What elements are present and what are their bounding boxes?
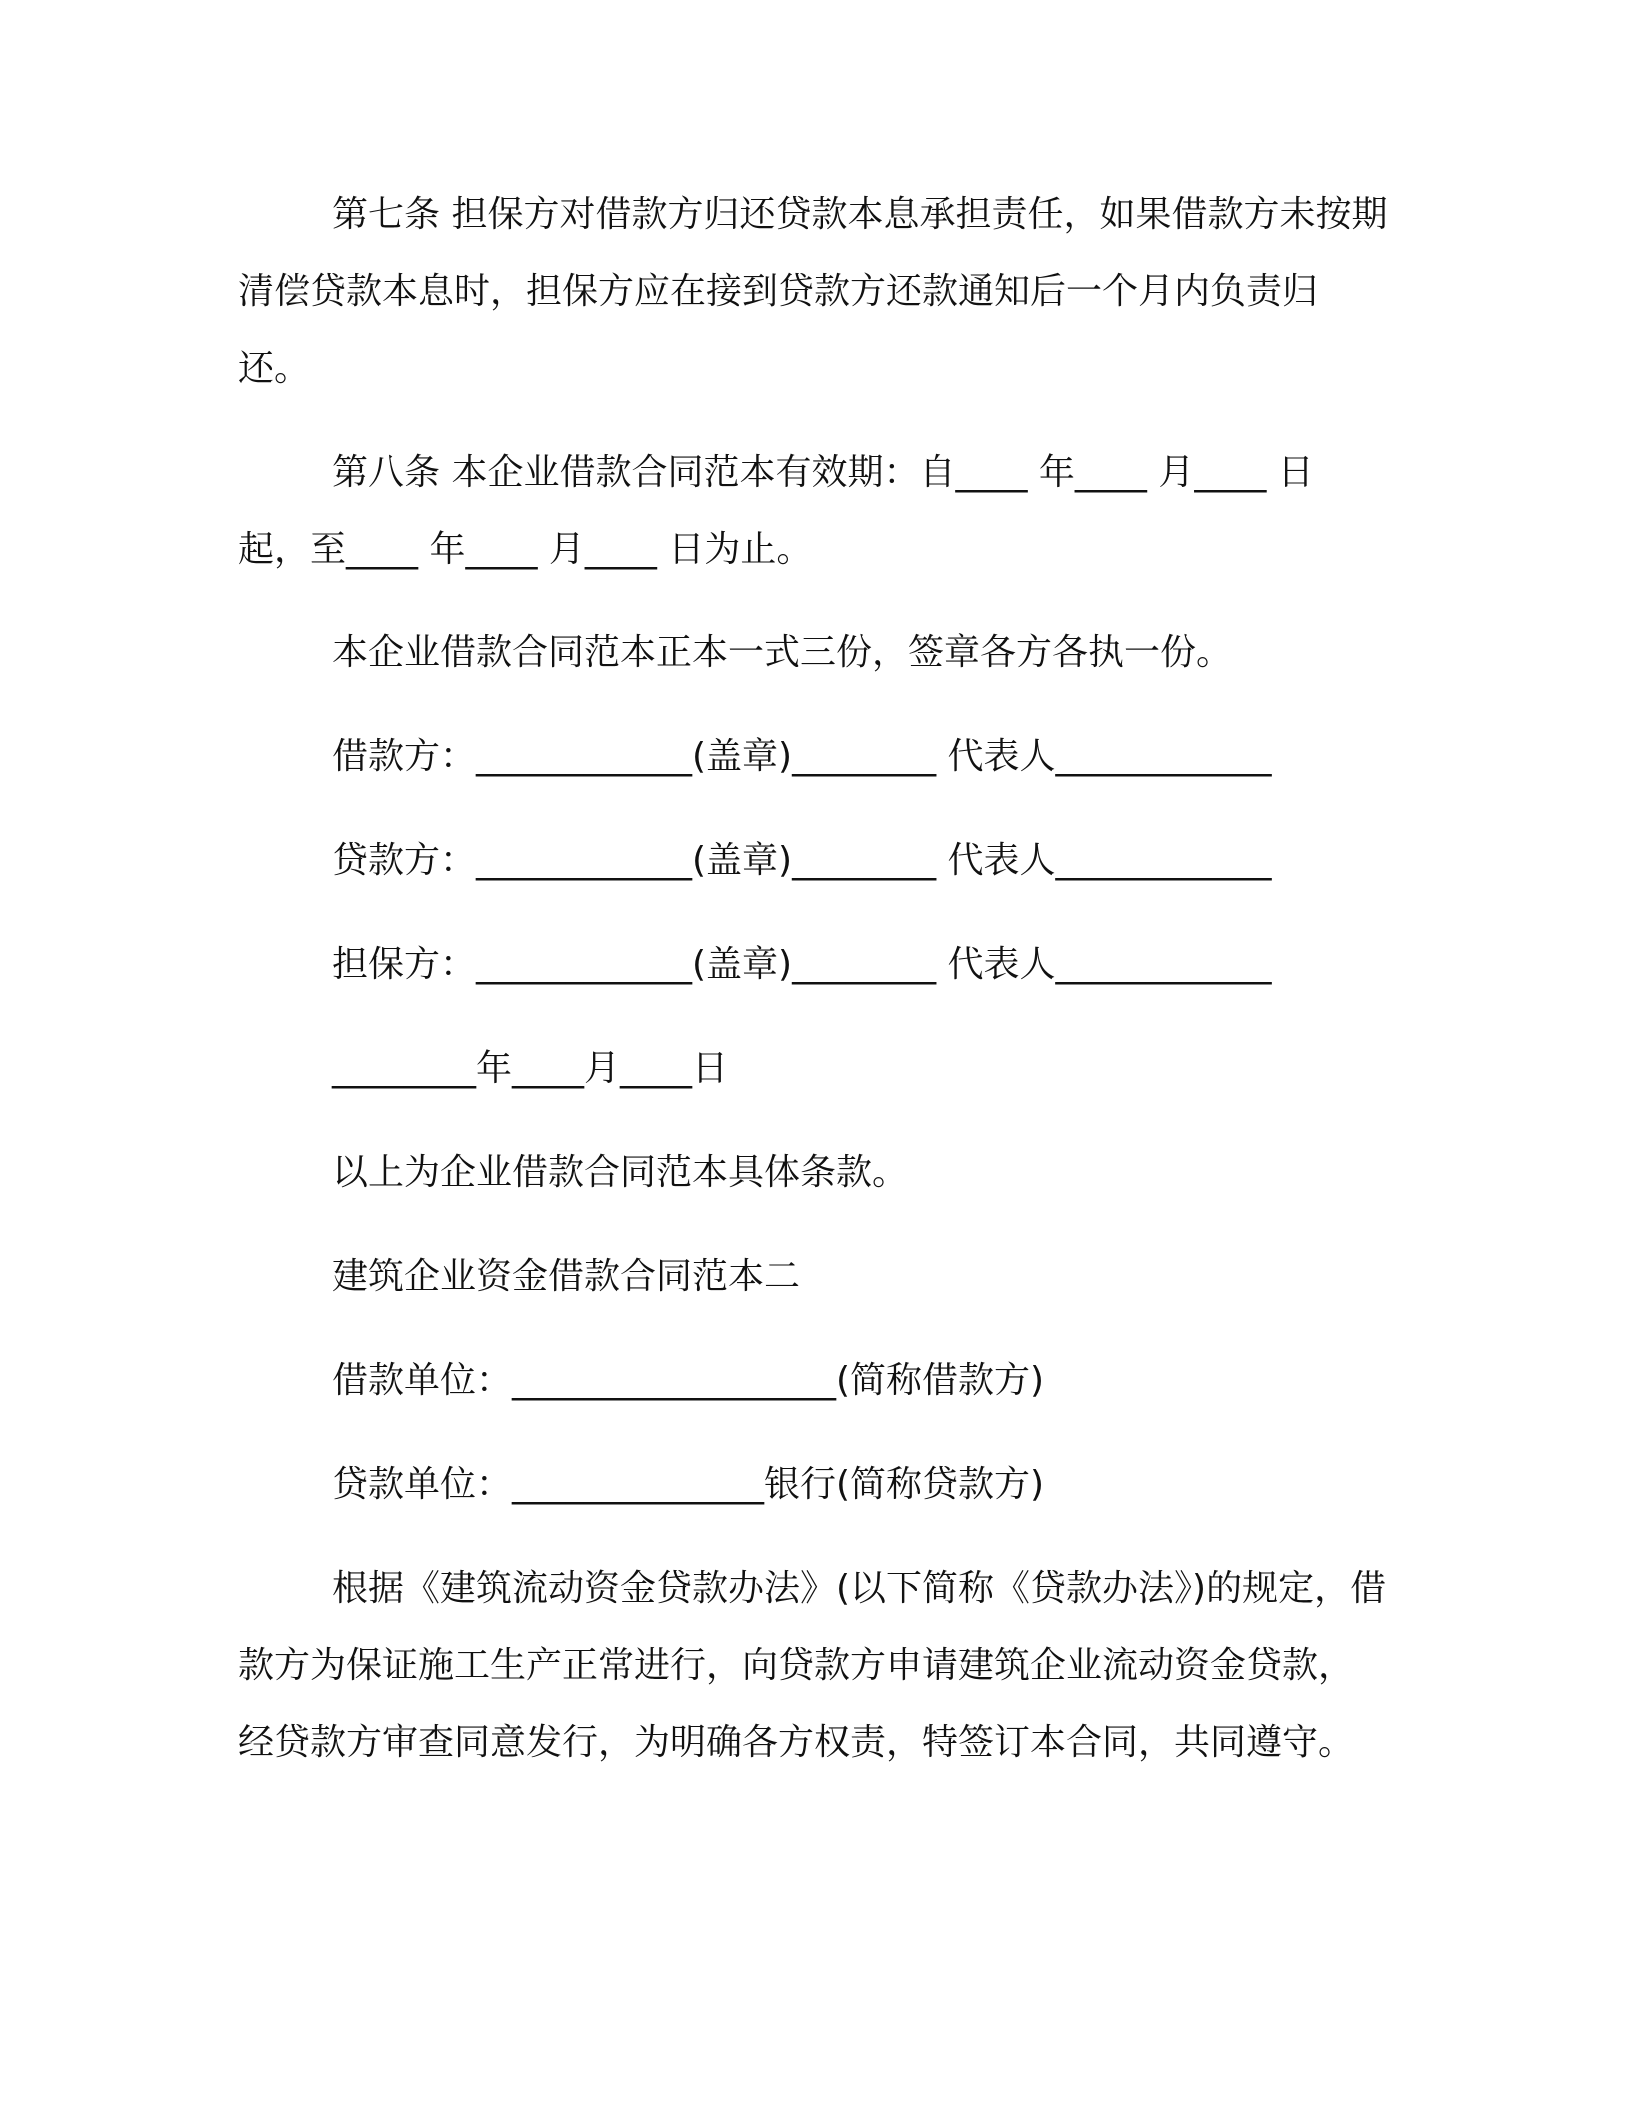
date-line: ________年____月____日 bbox=[332, 1048, 728, 1089]
article-8-line-2: 起，至____ 年____ 月____ 日为止。 bbox=[238, 529, 813, 570]
borrower-signature-line: 借款方：____________(盖章)________ 代表人____________ bbox=[332, 736, 1272, 777]
section-title: 建筑企业资金借款合同范本二 bbox=[332, 1256, 801, 1297]
guarantor-signature-line: 担保方：____________(盖章)________ 代表人____________ bbox=[332, 944, 1272, 985]
lending-unit-line: 贷款单位：______________银行(简称贷款方) bbox=[332, 1464, 1045, 1505]
lender-signature-line: 贷款方：____________(盖章)________ 代表人____________ bbox=[332, 840, 1272, 881]
article-8-line-1: 第八条 本企业借款合同范本有效期：自____ 年____ 月____ 日 bbox=[332, 452, 1314, 493]
borrowing-unit-line: 借款单位：__________________(简称借款方) bbox=[332, 1360, 1045, 1401]
article-7-paragraph: 第七条 担保方对借款方归还贷款本息承担责任，如果借款方未按期清偿贷款本息时，担保方应在接到贷款方还款通知后一个月内负责归还。 bbox=[238, 194, 1388, 389]
copies-paragraph: 本企业借款合同范本正本一式三份，签章各方各执一份。 bbox=[332, 632, 1233, 673]
summary-paragraph: 以上为企业借款合同范本具体条款。 bbox=[332, 1152, 909, 1193]
basis-paragraph: 根据《建筑流动资金贷款办法》(以下简称《贷款办法》)的规定，借款方为保证施工生产正常进行，向贷款方申请建筑企业流动资金贷款，经贷款方审查同意发行，为明确各方权责，特签订本合同，共同遵守。 bbox=[238, 1568, 1387, 1763]
